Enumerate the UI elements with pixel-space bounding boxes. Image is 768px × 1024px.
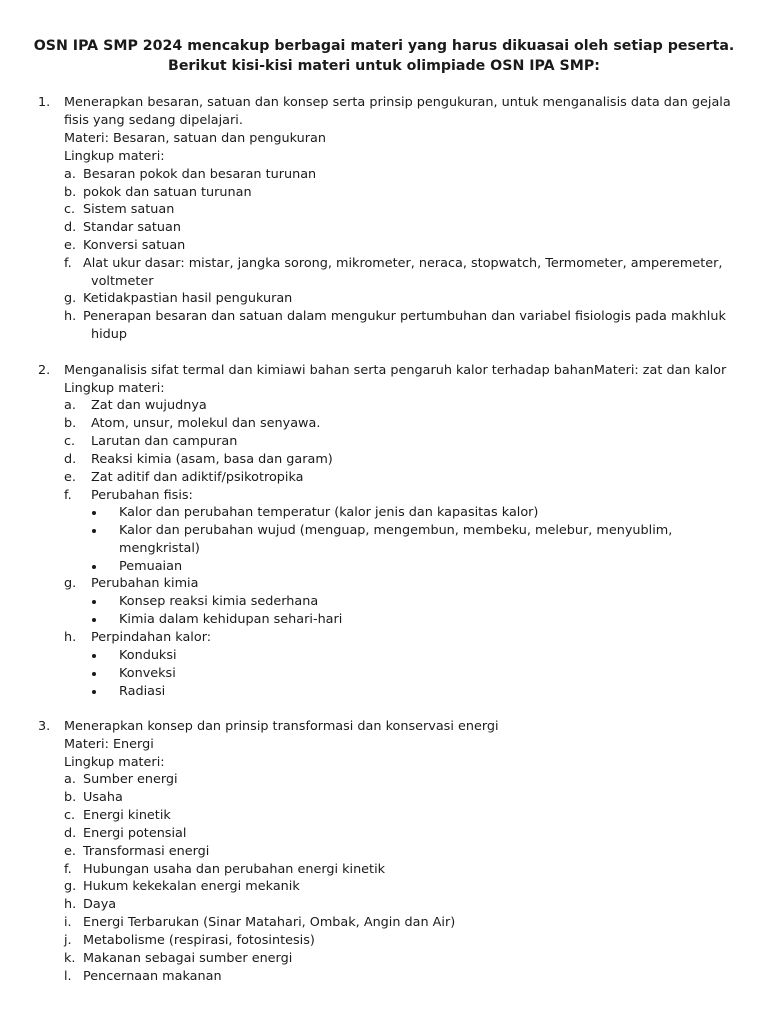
section-1-item-text: Besaran pokok dan besaran turunan bbox=[83, 167, 317, 182]
section-2-item-marker: d. bbox=[64, 452, 77, 467]
bullet-dot bbox=[92, 618, 96, 622]
section-1-item-text: Konversi satuan bbox=[83, 238, 186, 253]
section-3-item-marker: a. bbox=[64, 772, 76, 787]
section-3-item-text: Sumber energi bbox=[83, 772, 178, 787]
section-3-item-text: Metabolisme (respirasi, fotosintesis) bbox=[83, 933, 315, 948]
section-2-item-text: Zat dan wujudnya bbox=[91, 398, 207, 413]
bullet-dot bbox=[92, 600, 96, 604]
section-3-item-marker: e. bbox=[64, 844, 76, 859]
section-1-number: 1. bbox=[38, 95, 51, 110]
section-1-item-marker: h. bbox=[64, 309, 77, 324]
bullet-dot bbox=[92, 529, 96, 533]
section-1-item-marker: f. bbox=[64, 256, 72, 271]
section-3-item-marker: d. bbox=[64, 826, 77, 841]
section-2-item-text: Atom, unsur, molekul dan senyawa. bbox=[91, 416, 321, 431]
section-3-item-text: Energi kinetik bbox=[83, 808, 171, 823]
section-2-number: 2. bbox=[38, 363, 51, 378]
section-3-item-marker: b. bbox=[64, 790, 77, 805]
section-2-item-text: Perubahan kimia bbox=[91, 576, 199, 591]
section-1-item-text: Standar satuan bbox=[83, 220, 181, 235]
bullet-dot bbox=[92, 565, 96, 569]
section-2-item-marker: h. bbox=[64, 630, 77, 645]
section-3-item-text: Energi potensial bbox=[83, 826, 187, 841]
section-3-item-marker: l. bbox=[64, 969, 72, 984]
section-2-g-bullet: Konsep reaksi kimia sederhana bbox=[119, 594, 319, 609]
section-2-item-text: Reaksi kimia (asam, basa dan garam) bbox=[91, 452, 333, 467]
title-line-1: OSN IPA SMP 2024 mencakup berbagai materi yang harus dikuasai oleh setiap peserta. bbox=[33, 38, 735, 54]
section-3-item-marker: f. bbox=[64, 862, 72, 877]
section-1-item-marker: e. bbox=[64, 238, 76, 253]
section-2-item-marker: a. bbox=[64, 398, 76, 413]
section-1-item-marker: d. bbox=[64, 220, 77, 235]
section-1-item-continuation: voltmeter bbox=[91, 274, 154, 289]
section-2-f-bullet: Kalor dan perubahan wujud (menguap, mengembun, membeku, melebur, menyublim, bbox=[119, 523, 673, 538]
section-2-item-text: Larutan dan campuran bbox=[91, 434, 238, 449]
section-3-item-marker: c. bbox=[64, 808, 76, 823]
section-1-item-text: Alat ukur dasar: mistar, jangka sorong, mikrometer, neraca, stopwatch, Termometer, amperemeter, bbox=[83, 256, 723, 271]
bullet-dot bbox=[92, 690, 96, 694]
section-3-item-marker: g. bbox=[64, 879, 77, 894]
section-1-intro-line-1: Menerapkan besaran, satuan dan konsep serta prinsip pengukuran, untuk menganalisis data dan gejala bbox=[64, 95, 731, 110]
bullet-dot bbox=[92, 672, 96, 676]
section-1-materi: Materi: Besaran, satuan dan pengukuran bbox=[64, 131, 326, 146]
section-2-item-text: Zat aditif dan adiktif/psikotropika bbox=[91, 470, 304, 485]
section-1-item-marker: a. bbox=[64, 167, 76, 182]
section-2-h-bullet: Konveksi bbox=[119, 666, 176, 681]
section-2-item-marker: b. bbox=[64, 416, 77, 431]
section-3-item-text: Pencernaan makanan bbox=[83, 969, 222, 984]
section-3-item-marker: h. bbox=[64, 897, 77, 912]
section-2-item-marker: c. bbox=[64, 434, 76, 449]
section-2-item-marker: g. bbox=[64, 576, 77, 591]
section-2-h-bullet: Konduksi bbox=[119, 648, 177, 663]
section-3-number: 3. bbox=[38, 719, 51, 734]
section-2-f-bullet: Kalor dan perubahan temperatur (kalor jenis dan kapasitas kalor) bbox=[119, 505, 539, 520]
bullet-dot bbox=[92, 511, 96, 515]
section-1-item-marker: c. bbox=[64, 202, 76, 217]
section-1-item-text: Ketidakpastian hasil pengukuran bbox=[83, 291, 293, 306]
section-1-item-text: Penerapan besaran dan satuan dalam mengukur pertumbuhan dan variabel fisiologis pada makhluk bbox=[83, 309, 726, 324]
section-2-lingkup: Lingkup materi: bbox=[64, 381, 165, 396]
section-3-item-text: Makanan sebagai sumber energi bbox=[83, 951, 293, 966]
section-1-intro-line-2: fisis yang sedang dipelajari. bbox=[64, 113, 243, 128]
section-1-item-marker: g. bbox=[64, 291, 77, 306]
section-1-item-continuation: hidup bbox=[91, 327, 128, 342]
section-2-item-marker: f. bbox=[64, 488, 72, 503]
section-3-item-text: Hukum kekekalan energi mekanik bbox=[83, 879, 300, 894]
section-2-item-marker: e. bbox=[64, 470, 76, 485]
section-3-item-text: Usaha bbox=[83, 790, 123, 805]
section-1-lingkup: Lingkup materi: bbox=[64, 149, 165, 164]
section-3-lingkup: Lingkup materi: bbox=[64, 755, 165, 770]
section-3-item-text: Daya bbox=[83, 897, 117, 912]
section-1-item-text: Sistem satuan bbox=[83, 202, 175, 217]
section-3-intro-line-1: Menerapkan konsep dan prinsip transformasi dan konservasi energi bbox=[64, 719, 499, 734]
section-3-item-marker: k. bbox=[64, 951, 76, 966]
section-2-h-bullet: Radiasi bbox=[119, 684, 166, 699]
section-3-item-text: Hubungan usaha dan perubahan energi kinetik bbox=[83, 862, 386, 877]
section-3-item-marker: j. bbox=[64, 933, 72, 948]
bullet-dot bbox=[92, 654, 96, 658]
title-line-2: Berikut kisi-kisi materi untuk olimpiade OSN IPA SMP: bbox=[168, 58, 600, 74]
section-2-f-bullet: Pemuaian bbox=[119, 559, 183, 574]
section-2-intro-line-1: Menganalisis sifat termal dan kimiawi bahan serta pengaruh kalor terhadap bahanMateri: zat dan kalor bbox=[64, 363, 727, 378]
section-2-f-bullet-continuation: mengkristal) bbox=[119, 541, 200, 556]
section-3-item-marker: i. bbox=[64, 915, 72, 930]
section-3-item-text: Transformasi energi bbox=[83, 844, 210, 859]
section-1-item-marker: b. bbox=[64, 185, 77, 200]
section-2-item-text: Perubahan fisis: bbox=[91, 488, 193, 503]
document-title bbox=[0, 36, 768, 76]
section-2-g-bullet: Kimia dalam kehidupan sehari-hari bbox=[119, 612, 343, 627]
section-3-item-text: Energi Terbarukan (Sinar Matahari, Ombak, Angin dan Air) bbox=[83, 915, 456, 930]
section-1-item-text: pokok dan satuan turunan bbox=[83, 185, 252, 200]
section-2-item-text: Perpindahan kalor: bbox=[91, 630, 212, 645]
section-3-materi: Materi: Energi bbox=[64, 737, 154, 752]
